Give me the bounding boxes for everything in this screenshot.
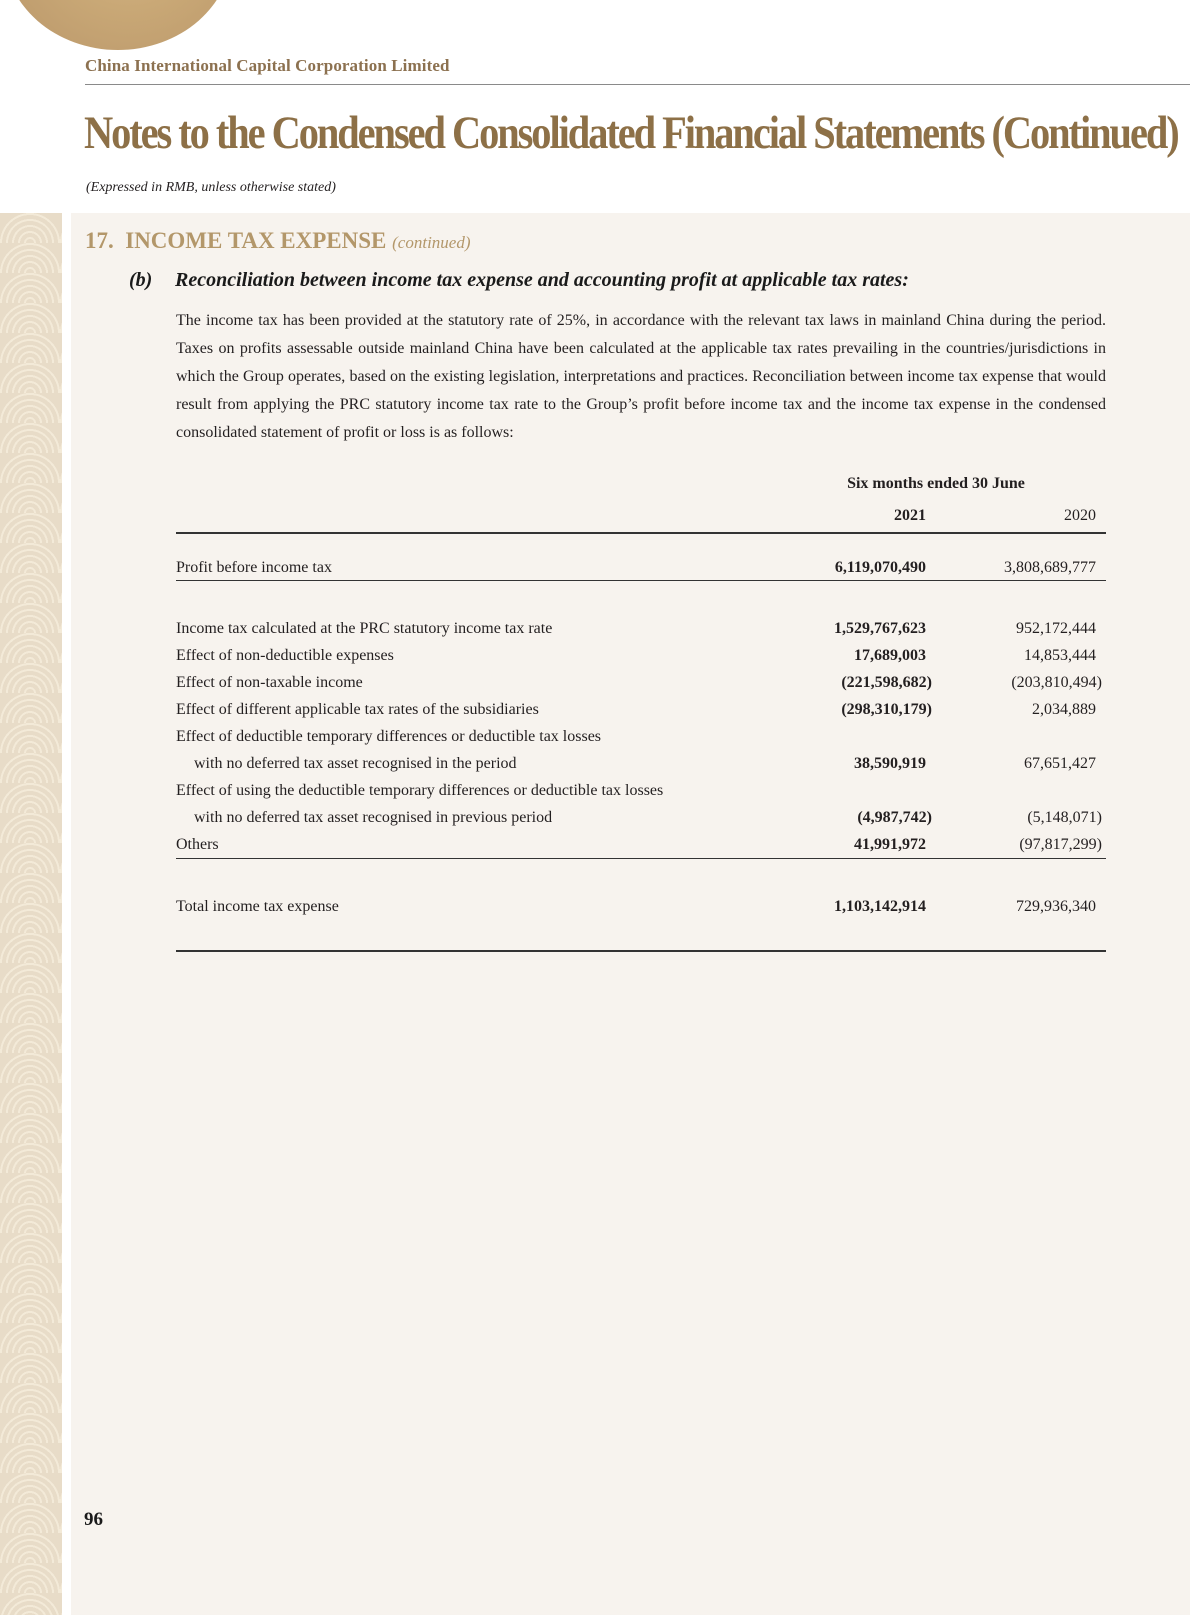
row-label: Effect of deductible temporary differences or deductible tax losses — [176, 728, 602, 745]
page-number: 96 — [84, 1509, 103, 1530]
row-label-continued: with no deferred tax asset recognised in the period — [194, 755, 517, 772]
table-row — [176, 669, 1106, 696]
decorative-seal — [4, 0, 232, 50]
section-number: 17. — [85, 228, 114, 253]
table-row-profit — [176, 554, 1106, 581]
row-label: Effect of non-taxable income — [176, 674, 363, 691]
value-2021: 1,529,767,623 — [834, 620, 926, 637]
section-title: INCOME TAX EXPENSE — [125, 228, 387, 253]
page-title: Notes to the Condensed Consolidated Financial Statements (Continued) — [84, 107, 1178, 159]
company-name: China International Capital Corporation Limited — [85, 56, 450, 75]
value-2021: 6,119,070,490 — [834, 559, 926, 576]
sub-label: (b) — [129, 269, 153, 291]
period-header: Six months ended 30 June — [847, 475, 1025, 492]
table-row — [176, 750, 1106, 777]
value-2020: (5,148,071) — [1027, 809, 1102, 826]
section-continued: (continued) — [392, 233, 471, 252]
body-paragraph: The income tax has been provided at the statutory rate of 25%, in accordance with the relevant tax laws in mainland China during the period. Taxes on profits assessable outside mainland China have been calculated at the applicable tax rates prevailing in the countries/jurisdictions in which the Group operates, based on the existing legislation, interpretations and practices. Reconciliation between income tax expense that would result from applying the PRC statutory income tax rate to the Group’s profit before income tax and the income tax expense in the condensed consolidated statement of profit or loss is as follows: — [176, 312, 1106, 441]
column-header-2020: 2020 — [1064, 507, 1096, 524]
header-rule — [176, 532, 1106, 534]
value-2021: (221,598,682) — [841, 674, 932, 691]
value-2021: (4,987,742) — [857, 809, 932, 826]
row-rule — [176, 580, 1106, 581]
section-heading — [85, 228, 471, 254]
table-row — [176, 696, 1106, 723]
row-label: Total income tax expense — [176, 898, 339, 915]
value-2020: 2,034,889 — [1032, 701, 1096, 718]
value-2021: 41,991,972 — [854, 836, 926, 853]
currency-note: (Expressed in RMB, unless otherwise stated) — [86, 180, 336, 195]
value-2020: 952,172,444 — [1016, 620, 1096, 637]
row-label: Effect of using the deductible temporary differences or deductible tax losses — [176, 782, 664, 799]
table-row — [176, 642, 1106, 669]
value-2020: (97,817,299) — [1019, 836, 1102, 853]
row-label: Income tax calculated at the PRC statutory income tax rate — [176, 620, 553, 637]
margin-gap — [62, 213, 71, 1615]
table-row — [176, 831, 1106, 858]
row-label: Effect of different applicable tax rates of the subsidiaries — [176, 701, 539, 718]
value-2020: (203,810,494) — [1011, 674, 1102, 691]
value-2021: 17,689,003 — [854, 647, 926, 664]
value-2020: 67,651,427 — [1024, 755, 1096, 772]
table-row-label-line1 — [176, 723, 1106, 750]
value-2021: 38,590,919 — [854, 755, 926, 772]
header-divider — [85, 84, 1190, 85]
row-label: Others — [176, 836, 219, 853]
value-2020: 729,936,340 — [1016, 898, 1096, 915]
table-row-label-line1 — [176, 777, 1106, 804]
total-rule — [176, 950, 1106, 952]
sub-title: Reconciliation between income tax expense and accounting profit at applicable tax rates: — [175, 269, 909, 291]
value-2021: (298,310,179) — [841, 701, 932, 718]
subtotal-rule — [176, 858, 1106, 859]
row-label: Profit before income tax — [176, 559, 332, 576]
column-header-2021: 2021 — [894, 507, 926, 524]
row-label-continued: with no deferred tax asset recognised in previous period — [194, 809, 553, 826]
table-row — [176, 804, 1106, 831]
table-row-total — [176, 893, 1106, 920]
table-row — [176, 615, 1106, 642]
value-2021: 1,103,142,914 — [834, 898, 926, 915]
value-2020: 14,853,444 — [1024, 647, 1096, 664]
sub-heading — [129, 269, 909, 292]
value-2020: 3,808,689,777 — [1004, 559, 1096, 576]
row-label: Effect of non-deductible expenses — [176, 647, 394, 664]
decorative-wave-pattern — [0, 213, 62, 1615]
